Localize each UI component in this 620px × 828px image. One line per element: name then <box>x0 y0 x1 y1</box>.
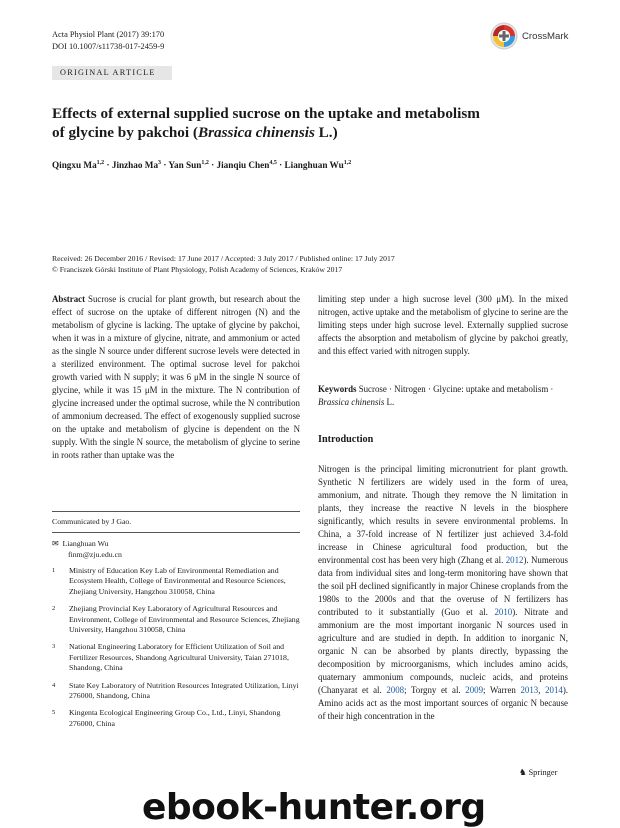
abstract-text: Sucrose is crucial for plant growth, but research about the effect of sucrose on the uptake of different nitrogen (N) and the metabolism of glycine is lacking. The uptake of glycine by pakchoi, when it was in a mixture of glycine, nitrate, and ammonium or acted as the single N source under different sucrose levels were detected in a sterilized environment. The optimal sucrose level for pakchoi growth varied with N supply; it was 6 μM in the single N source of glycine, while it was 15 μM in the mixture. The N contribution of glycine increased under the optimal sucrose, while the N contribution of ammonium decreased. The effect of exogenously supplied sucrose on the uptake and metabolism of glycine is dependent on the N supply. With the single N source, the metabolism of glycine to serine in roots rather than uptake was the <box>52 294 301 460</box>
citation-link[interactable]: 2008 <box>386 685 405 695</box>
title-line-1: Effects of external supplied sucrose on the uptake and metabolism <box>52 105 480 122</box>
watermark: ebook-hunter.org <box>142 787 486 828</box>
affiliations <box>52 566 300 736</box>
author[interactable]: Yan Sun$^{1,2}$ <box>168 160 209 171</box>
journal-citation <box>52 29 164 53</box>
corresponding-author <box>52 538 122 560</box>
communicated-by: Communicated by J Gao. <box>52 517 132 526</box>
publication-dates <box>52 253 572 275</box>
journal-line: Acta Physiol Plant (2017) 39:170 <box>52 30 165 39</box>
affiliation-item: 3 National Engineering Laboratory for Efficient Utilization of Soil and Fertilizer Resources, Shandong Agricultural University, Taian 271018, Shandong, China <box>52 642 289 673</box>
abstract-right: limiting step under a high sucrose level (300 μM). In the mixed nitrogen, active uptake and the metabolism of glycine to serine are the limiting steps under high sucrose level. Externally supplied sucrose affects the absorption and metabolism of glycine by pakchoi greatly, and this effect varied with nitrogen supply. <box>318 294 568 356</box>
crossmark-icon <box>490 22 518 50</box>
affiliation-item: 4 State Key Laboratory of Nutrition Resources Integrated Utilization, Linyi 276000, Shandong, China <box>52 680 299 701</box>
springer-horse-icon: ♞ <box>519 768 527 777</box>
footnote-divider <box>52 511 300 512</box>
citation-link[interactable]: 2010 <box>494 607 513 617</box>
abstract-heading: Abstract <box>52 294 86 304</box>
crossmark-label: CrossMark <box>522 30 569 42</box>
introduction-heading: Introduction <box>318 434 374 445</box>
publisher-name: Springer <box>528 767 558 777</box>
author[interactable]: Qingxu Ma$^{1,2}$ <box>52 160 105 171</box>
article-type-badge: ORIGINAL ARTICLE <box>52 66 172 80</box>
keywords-heading: Keywords <box>318 384 357 394</box>
corresponding-name: Lianghuan Wu <box>62 539 109 548</box>
author-list: Qingxu Ma$^{1,2}$ · Jinzhao $Ma^3$ · Yan Sun$^{1,2}$ · Jianqiu Chen$^{4,5}$ · Lianghuan Wu$^{1,2}$ <box>52 160 352 171</box>
envelope-icon: ✉ <box>52 539 59 548</box>
author[interactable]: Jinzhao Ma$^3$ <box>111 160 162 171</box>
citation-link[interactable]: 2009 <box>465 685 484 695</box>
dates-line: Received: 26 December 2016 / Revised: 17 June 2017 / Accepted: 3 July 2017 / Published online: 17 July 2017 <box>52 254 395 263</box>
abstract-left <box>52 293 300 462</box>
keywords: Keywords Sucrose · Nitrogen · Glycine: uptake and metabolism · Brassica chinensis L. <box>318 384 554 407</box>
corresponding-email[interactable]: finm@zju.edu.cn <box>68 550 122 559</box>
affiliation-item: 5 Kingenta Ecological Engineering Group Co., Ltd., Linyi, Shandong 276000, China <box>52 708 281 728</box>
introduction-text: Nitrogen is the principal limiting micronutrient for plant growth. Synthetic N fertilizers are widely used in the form of urea, ammonium, and nitrate. Though they remove the N limitation in plants, they increase the reactive N levels in the biosphere significantly, which results in severe environmental problems. In China, a 37-fold increase of N fertilizer just achieved 3.4-fold increase in Chinese agricultural food production, but the environmental cost has been very high (Zhang et al. 2012). Numerous data from individual sites and long-term monitoring have shown that the soil pH declined significantly in major Chinese croplands from the 1980s to the 2000s and that the overuse of N fertilizers has contributed to it substantially (Guo et al. 2010). Nitrate and ammonium are the most important inorganic N sources used in agriculture and are studied in depth. In addition to inorganic N, organic N can be absorbed by plants directly, bypassing the decomposition by microorganisms, which includes amino acids, quaternary ammonium compounds, nucleic acids, and proteins (Chanyarat et al. 2008; Torgny et al. 2009; Warren 2013, 2014). Amino acids act as the most important sources of organic N because of their high concentration in the <box>318 464 568 721</box>
doi-line: DOI 10.1007/s11738-017-2459-9 <box>52 42 165 51</box>
affiliation-item: 1 Ministry of Education Key Lab of Environmental Remediation and Ecosystem Health, College of Environmental and Resource Sciences, Zhejiang University, Hangzhou 310058, China <box>52 566 286 596</box>
footnote-divider <box>52 532 300 533</box>
author[interactable]: Jianqiu Chen$^{4,5}$ <box>216 160 277 171</box>
paper-title <box>52 104 572 142</box>
publisher-logo <box>519 767 557 777</box>
affiliation-item: 2 Zhejiang Provincial Key Laboratory of Agricultural Resources and Environment, College of Environmental and Resource Sciences, Zhejiang University, Hangzhou 310058, China <box>52 604 300 635</box>
title-line-2: of glycine by pakchoi (Brassica chinensis L.) <box>52 124 338 141</box>
copyright-line: © Franciszek Górski Institute of Plant Physiology, Polish Academy of Sciences, Kraków 2017 <box>52 265 343 274</box>
citation-link[interactable]: 2014 <box>545 685 563 695</box>
crossmark-logo[interactable] <box>490 22 568 50</box>
citation-link[interactable]: 2012 <box>505 555 524 565</box>
citation-link[interactable]: 2013 <box>520 685 539 695</box>
author[interactable]: Lianghuan Wu$^{1,2}$ <box>284 160 352 171</box>
